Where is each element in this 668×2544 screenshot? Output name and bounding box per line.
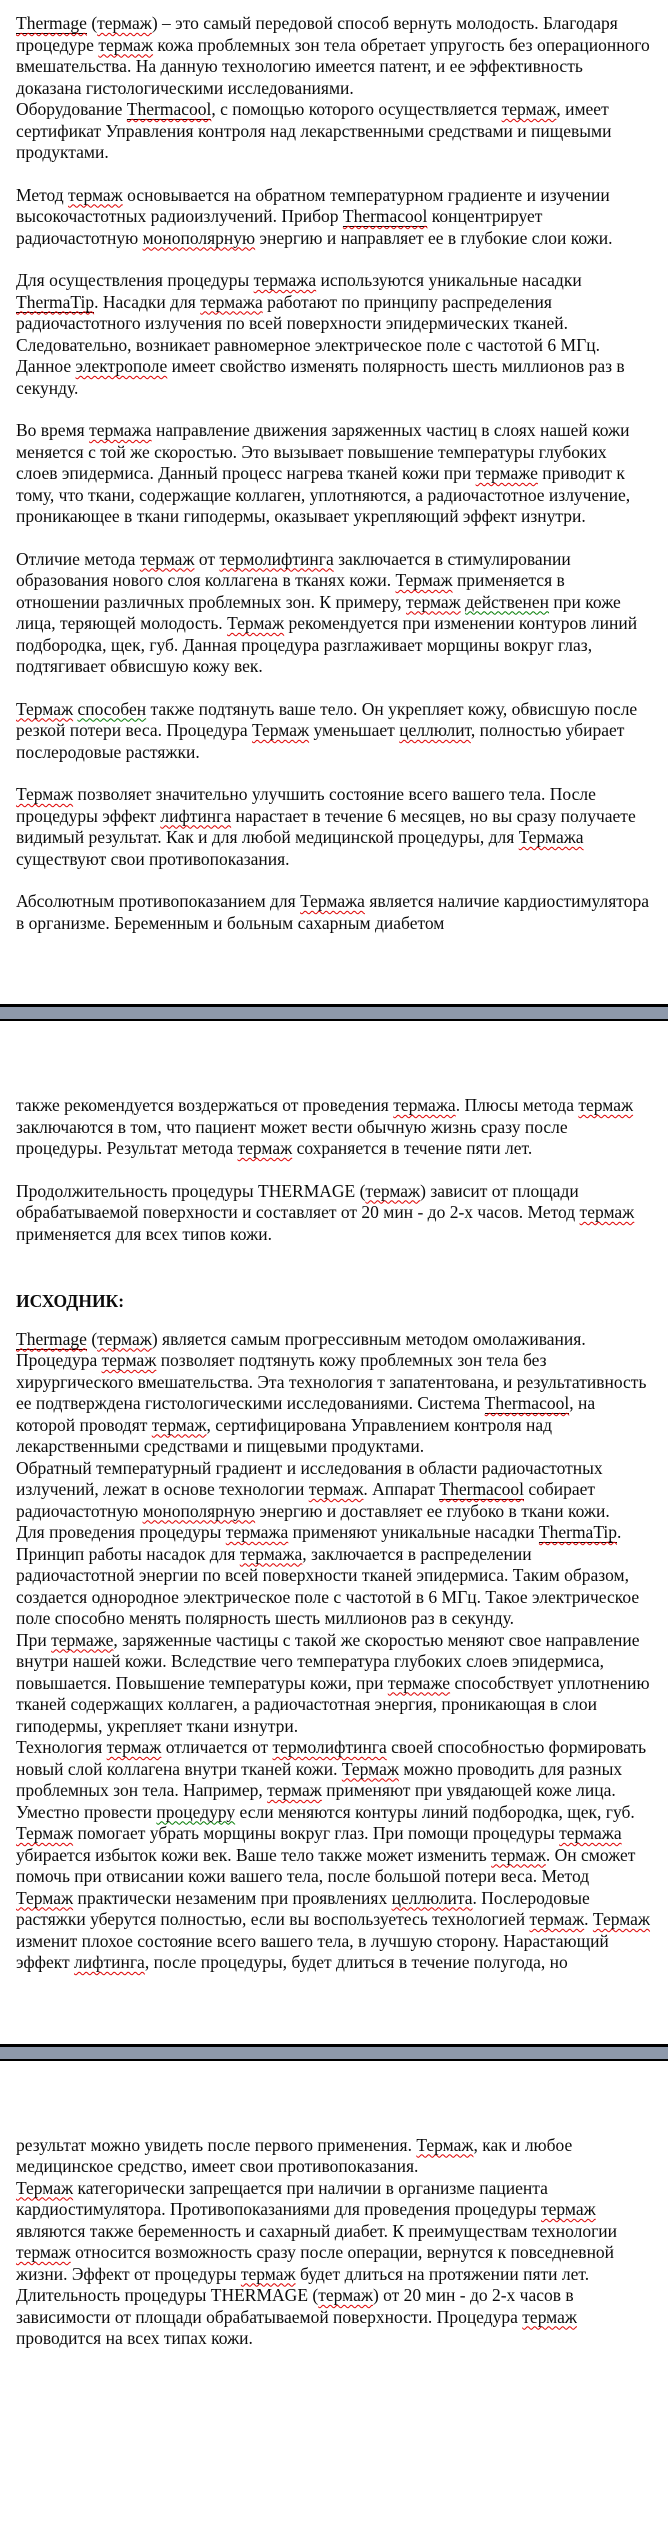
misspelled-word: термаж	[579, 1202, 635, 1222]
paragraph	[16, 270, 650, 399]
misspelled-word: термаж	[308, 1479, 364, 1499]
misspelled-word: Термаж	[592, 1909, 651, 1929]
misspelled-word: Термажа	[518, 827, 584, 847]
misspelled-word: Термаж	[16, 784, 74, 804]
misspelled-word: термажа	[239, 1543, 303, 1564]
text-run: рекомендуется при изменении контуров линий подбородка, щек, губ. Данная процедура разглаживает морщины вокруг глаз, подтягивает обвисшую кожу век.	[16, 613, 638, 676]
text-run: применяют при увядающей коже лица. Уместно провести	[16, 1780, 616, 1822]
text-run: , полностью убирает послеродовые растяжки.	[16, 720, 625, 762]
misspelled-word: Термаж	[16, 1887, 74, 1908]
misspelled-word: Термаж	[416, 2134, 474, 2155]
misspelled-word: термаж	[98, 34, 154, 55]
underlined-term-text: ThermaTip	[538, 1522, 618, 1542]
text-run: нарастает в течение 6 месяцев, но вы сразу получаете видимый результат. Как и для любой медицинской процедуры, для	[16, 805, 636, 847]
text-run: имеет свойство изменять полярность шесть миллионов раз в секунду.	[16, 356, 625, 398]
text-run: Метод	[16, 184, 69, 205]
paragraph	[16, 1095, 650, 1160]
misspelled-word: термаж	[578, 1095, 634, 1115]
paragraph	[16, 1458, 650, 1523]
text-run: Абсолютным противопоказанием для	[16, 891, 301, 911]
misspelled-word: Термаж	[16, 2177, 74, 2198]
misspelled-word: термажа	[393, 1095, 456, 1115]
misspelled-word: термаж	[406, 591, 461, 612]
text-run: . Насадки для	[94, 291, 201, 312]
text-run: позволяет значительно улучшить состояние всего вашего тела. После процедуры эффект	[16, 784, 596, 826]
text-run: , сертифицирована Управлением контроля над лекарственными средствами и пищевыми продуктами.	[16, 1414, 553, 1456]
misspelled-word: Термажа	[300, 891, 365, 911]
text-run: является наличие кардиостимулятора в организме. Беременным и больным сахарным диабетом	[16, 891, 649, 933]
text-run: При	[16, 1629, 52, 1650]
misspelled-word: целлюлита	[391, 1887, 473, 1908]
misspelled-word: термаж	[97, 13, 152, 33]
text-run: заключается в стимулировании образования нового слоя коллагена в тканях кожи.	[16, 548, 571, 590]
text-run: .	[584, 1909, 593, 1929]
section-heading	[16, 1291, 650, 1313]
misspelled-word: термаж	[501, 99, 557, 119]
misspelled-word: термаж	[240, 2263, 296, 2284]
text-run: проводится на всех типах кожи.	[16, 2328, 253, 2348]
misspelled-word: термажа	[200, 291, 263, 312]
misspelled-word: термаж	[318, 2285, 373, 2305]
paragraph	[16, 2135, 650, 2178]
text-run: . Он сможет помочь при отвисании кожи вашего тела, после большой потери веса. Метод	[16, 1844, 636, 1886]
text-run: своей способностью формировать новый слой коллагена внутри тканей кожи.	[16, 1737, 647, 1779]
text-run: , заряженные частицы с такой же скоростью меняют свое направление внутри нашей кожи. Вследствие чего температура глубоких слоев эпидермиса, повышается. Повышение температуры кожи, при	[16, 1629, 640, 1693]
misspelled-word: термаж	[529, 1909, 585, 1929]
text-run: энергию и направляет ее в глубокие слои кожи.	[255, 227, 613, 248]
underlined-term	[343, 206, 428, 227]
text-run: , заключается в распределении радиочастотной энергии по всей поверхности тканей эпидермиса. Таким образом, создается однородное электрическое поле с частотой в 6 МГц. Такое электрическое поле способно менять полярность шесть миллионов раз в секунду.	[16, 1543, 640, 1628]
paragraph	[16, 185, 650, 250]
underlined-term	[127, 99, 212, 120]
underlined-term-text: Thermacool	[484, 1393, 570, 1413]
paragraph	[16, 549, 650, 678]
text-run: позволяет подтянуть кожу проблемных зон тела без хирургического вмешательства. Эта технология т запатентована, и результативность ее подтверждена гистологическими исследованиями. Система	[16, 1350, 647, 1413]
misspelled-word: термаж	[267, 1780, 322, 1800]
text-run: ИСХОДНИК:	[16, 1291, 125, 1311]
text-run: Технология	[16, 1737, 107, 1757]
underlined-term	[16, 13, 87, 34]
misspelled-word: термажа	[225, 1522, 289, 1542]
paragraph	[16, 1329, 650, 1458]
text-run: изменит плохое состояние всего вашего тела, в лучшую сторону. Нарастающий эффект	[16, 1930, 609, 1972]
underlined-term	[16, 292, 94, 313]
text-run: Оборудование	[16, 99, 127, 119]
underlined-term	[16, 1329, 87, 1350]
text-run: также подтянуть ваше тело. Он укрепляет кожу, обвисшую после резкой потери веса. Процедура	[16, 698, 638, 740]
misspelled-word: Термаж	[252, 720, 310, 740]
paragraph	[16, 420, 650, 528]
paragraph	[16, 1181, 650, 1246]
misspelled-word: термаж	[68, 184, 123, 205]
text-run: энергию и доставляет ее глубоко в ткани кожи.	[255, 1500, 610, 1521]
misspelled-word: термаж	[97, 1328, 152, 1349]
text-run: Во время	[16, 420, 90, 440]
text-run: кожа проблемных зон тела обретает упругость без операционного вмешательства. На данную технологию имеется патент, и ее эффективность доказана гистологическими исследованиями.	[16, 34, 650, 98]
misspelled-word: термаже	[475, 463, 538, 483]
text-run: , на которой проводят	[16, 1393, 596, 1435]
grammar-flagged-word: действенен	[465, 591, 550, 612]
text-run: сохраняется в течение пяти лет.	[292, 1138, 533, 1158]
underlined-term	[439, 1479, 524, 1500]
misspelled-word: термаж	[16, 2242, 71, 2262]
paragraph	[16, 1737, 650, 1974]
text-run: Для осуществления процедуры	[16, 270, 254, 290]
text-run: от	[194, 548, 220, 569]
text-run: категорически запрещается при наличии в организме пациента кардиостимулятора. Противопоказаниями для проведения процедуры	[16, 2177, 548, 2219]
text-run: ) зависит от площади обрабатываемой поверхности и составляет от 20 мин - до 2-х часов. Метод	[16, 1180, 580, 1222]
misspelled-word: Термаж	[16, 698, 74, 719]
misspelled-word: целлюлит	[399, 720, 471, 740]
text-run: Длительность процедуры THERMAGE (	[16, 2285, 319, 2305]
text-run: будет длиться на протяжении пяти лет.	[295, 2263, 590, 2284]
text-run: Обратный температурный градиент и исследования в области радиочастотных излучений, лежат в основе технологии	[16, 1457, 603, 1499]
page-break	[0, 2044, 668, 2061]
paragraph	[16, 13, 650, 99]
text-run: практически незаменим при проявлениях	[73, 1887, 392, 1908]
misspelled-word: термаж	[237, 1138, 293, 1158]
text-run: также рекомендуется воздержаться от проведения	[16, 1095, 394, 1115]
text-run: являются также беременность и сахарный диабет. К преимуществам технологии	[16, 2220, 617, 2241]
misspelled-word: лифтинга	[160, 805, 232, 826]
text-run: уменьшает	[309, 720, 400, 740]
paragraph	[16, 1630, 650, 1738]
text-run: направление движения заряженных частиц в слоях нашей кожи меняется с той же скоростью. Это вызывает повышение температуры глубоких слоев эпидермиса. Данный процесс нагрева тканей кожи при	[16, 420, 630, 483]
text-run: заключаются в том, что пациент может вести обычную жизнь сразу после процедуры. Результат метода	[16, 1116, 568, 1158]
paragraph	[16, 891, 650, 934]
text-run: собирает радиочастотную	[16, 1479, 596, 1521]
text-run: , с помощью которого осуществляется	[211, 99, 502, 119]
paragraph	[16, 699, 650, 764]
misspelled-word: Термаж	[341, 1758, 399, 1779]
text-run: используются уникальные насадки	[316, 270, 582, 290]
text-run: ) является самым прогрессивным методом омолаживания. Процедура	[16, 1328, 586, 1370]
text-run: если меняются контуры линий подбородка, щек, губ.	[235, 1801, 635, 1822]
misspelled-word: термаже	[387, 1672, 451, 1693]
text-run: применяют уникальные насадки	[288, 1522, 539, 1542]
text-run: . Плюсы метода	[455, 1095, 579, 1115]
text-run: Отличие метода	[16, 548, 140, 569]
page-break	[0, 1004, 668, 1021]
text-run: , имеет сертификат Управления контроля над лекарственными средствами и пищевыми продуктами.	[16, 99, 612, 162]
text-run: . Аппарат	[363, 1479, 440, 1499]
text-run: относится возможность сразу после операции, вернутся к повседневной жизни. Эффект от процедуры	[16, 2242, 615, 2284]
text-run: ) от 20 мин - до 2-х часов в зависимости от площади обрабатываемой поверхности. Процедура	[16, 2285, 574, 2327]
misspelled-word: термаж	[151, 1414, 207, 1435]
misspelled-word: Термаж	[395, 570, 453, 590]
underlined-term	[539, 1522, 617, 1543]
misspelled-word: термаж	[106, 1737, 162, 1757]
underlined-term	[485, 1393, 570, 1414]
misspelled-word: монополярную	[142, 1500, 256, 1521]
text-run: убирается избыток кожи век. Ваше тело также может изменить	[16, 1844, 492, 1865]
text-run: работают по принципу распределения радиочастотного излучения по всей поверхности эпидермических тканей. Следовательно, возникает равномерное электрическое поле с частотой 6 МГц. Данное	[16, 291, 600, 376]
misspelled-word: термаж	[491, 1844, 546, 1865]
text-run: . Принцип работы насадок для	[16, 1522, 622, 1564]
misspelled-word: термажа	[89, 420, 152, 440]
text-run: , как и любое медицинское средство, имеет свои противопоказания.	[16, 2134, 573, 2176]
paragraph	[16, 2285, 650, 2350]
underlined-term-text: Thermacool	[342, 206, 428, 226]
misspelled-word: Термаж	[16, 1823, 74, 1843]
text-run: концентрирует радиочастотную	[16, 206, 543, 248]
paragraph	[16, 2178, 650, 2286]
misspelled-word: термаж	[522, 2306, 577, 2327]
text-run: . Послеродовые растяжки уберутся полностью, если вы воспользуетесь технологией	[16, 1887, 590, 1929]
text-run: результат можно увидеть после первого применения.	[16, 2134, 417, 2155]
misspelled-word: электрополе	[75, 356, 168, 376]
paragraph	[16, 1522, 650, 1630]
text-run: (	[86, 1328, 98, 1349]
text-run: при коже лица, теряющей молодость.	[16, 591, 621, 633]
text-run: Продолжительность процедуры THERMAGE (	[16, 1180, 366, 1201]
text-run: применяется для всех типов кожи.	[16, 1223, 272, 1244]
misspelled-word: монополярную	[142, 227, 256, 248]
text-run: приводит к тому, что ткани, содержащие коллаген, уплотняются, а радиочастотное излучение, проникающее в ткани гиподермы, оказывает укрепляющий эффект изнутри.	[16, 463, 631, 526]
underlined-term-text: ThermaTip	[16, 291, 95, 312]
underlined-term-text: Thermacool	[126, 99, 212, 119]
misspelled-word: термаже	[51, 1629, 114, 1650]
text-run: ) – это самый передовой способ вернуть молодость. Благодаря процедуре	[16, 13, 618, 55]
grammar-flagged-word: процедуру	[156, 1801, 236, 1822]
misspelled-word: термаж	[365, 1180, 421, 1201]
paragraph	[16, 99, 650, 164]
misspelled-word: термаж	[139, 548, 195, 569]
misspelled-word: термаж	[101, 1350, 157, 1370]
misspelled-word: термолифтинга	[219, 548, 334, 569]
text-run: основывается на обратном температурном градиенте и изучении высокочастотных радиоизлучений. Прибор	[16, 184, 610, 226]
text-run: способствует уплотнению тканей содержащих коллаген, а радиочастотная энергия, проникающая в слои гиподермы, укрепляет ткани изнутри.	[16, 1672, 650, 1736]
underlined-term-text: Thermacool	[439, 1479, 524, 1499]
grammar-flagged-word: способен	[77, 698, 147, 719]
underlined-term-text: Thermage	[16, 1328, 87, 1349]
misspelled-word: лифтинга	[74, 1952, 145, 1972]
misspelled-word: Термаж	[227, 613, 285, 633]
text-run: (	[86, 13, 98, 33]
paragraph	[16, 784, 650, 870]
text-run: отличается от	[161, 1737, 273, 1757]
misspelled-word: термолифтинга	[272, 1737, 387, 1757]
text-run: существуют свои противопоказания.	[16, 848, 290, 869]
underlined-term-text: Thermage	[16, 13, 87, 33]
text-run: можно проводить для разных проблемных зон тела. Например,	[16, 1758, 623, 1800]
misspelled-word: термажа	[559, 1823, 622, 1843]
text-run: Для проведения процедуры	[16, 1522, 226, 1542]
misspelled-word: термажа	[253, 270, 317, 290]
text-run: применяется в отношении различных проблемных зон. К примеру,	[16, 570, 565, 612]
text-run: , после процедуры, будет длиться в течение полугода, но	[144, 1952, 568, 1972]
misspelled-word: термаж	[541, 2199, 596, 2219]
text-run: помогает убрать морщины вокруг глаз. При помощи процедуры	[73, 1823, 560, 1843]
